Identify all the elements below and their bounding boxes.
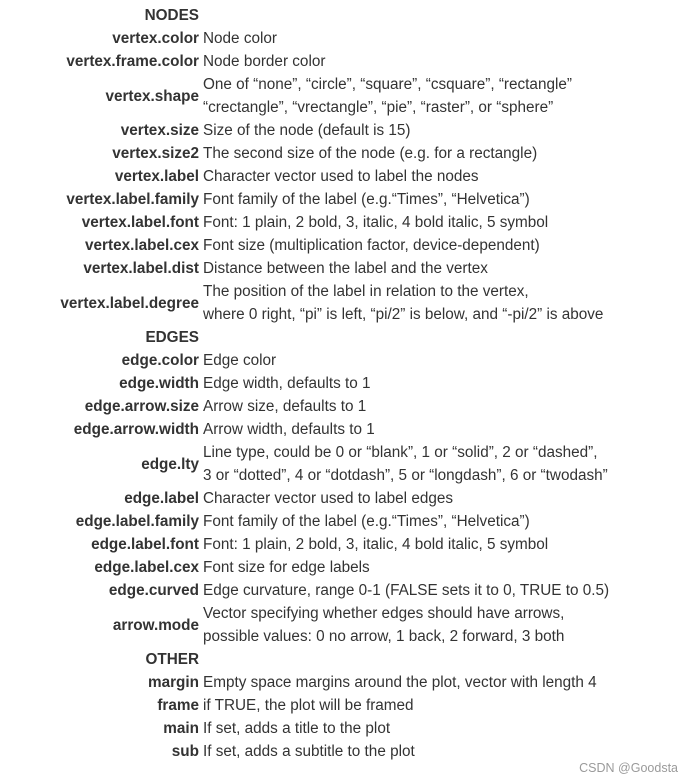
param-key: edge.arrow.width — [73, 421, 199, 438]
param-desc: Node color — [203, 30, 277, 47]
param-row — [0, 119, 609, 142]
param-desc: Edge curvature, range 0-1 (FALSE sets it to 0, TRUE to 0.5) — [203, 582, 610, 599]
param-desc: Font family of the label (e.g.“Times”, “Helvetica”) — [203, 513, 530, 530]
param-desc: If set, adds a subtitle to the plot — [203, 743, 415, 760]
param-row — [0, 740, 609, 763]
parameter-table-body — [0, 4, 609, 763]
param-row — [0, 418, 609, 441]
param-key: vertex.label.cex — [85, 237, 199, 254]
param-desc: Size of the node (default is 15) — [203, 122, 411, 139]
param-row — [0, 717, 609, 740]
param-row — [0, 395, 609, 418]
param-desc: if TRUE, the plot will be framed — [203, 697, 414, 714]
param-row — [0, 234, 609, 257]
param-desc: Arrow size, defaults to 1 — [203, 398, 367, 415]
param-row — [0, 188, 609, 211]
param-desc: Font: 1 plain, 2 bold, 3, italic, 4 bold italic, 5 symbol — [203, 536, 549, 553]
param-row — [0, 349, 609, 372]
param-row — [0, 579, 609, 602]
param-key: sub — [171, 743, 199, 760]
param-desc: Vector specifying whether edges should have arrows, possible values: 0 no arrow, 1 back, 2 forward, 3 both — [203, 605, 565, 645]
param-desc: Character vector used to label the nodes — [203, 168, 479, 185]
param-row — [0, 211, 609, 234]
param-key: vertex.label.font — [81, 214, 199, 231]
param-key: main — [163, 720, 199, 737]
param-key: edge.arrow.size — [84, 398, 199, 415]
param-desc: Distance between the label and the vertex — [203, 260, 488, 277]
param-row — [0, 441, 609, 487]
param-key: arrow.mode — [112, 616, 199, 634]
param-key: vertex.label.family — [66, 191, 199, 208]
section-header-edges — [0, 326, 609, 349]
param-row — [0, 73, 609, 119]
param-desc: Font: 1 plain, 2 bold, 3, italic, 4 bold italic, 5 symbol — [203, 214, 549, 231]
param-row — [0, 671, 609, 694]
section-title: NODES — [144, 7, 199, 24]
param-row — [0, 50, 609, 73]
param-key: vertex.label.degree — [60, 294, 199, 312]
param-row — [0, 27, 609, 50]
param-key: vertex.size2 — [112, 145, 199, 162]
param-row — [0, 510, 609, 533]
param-desc: Line type, could be 0 or “blank”, 1 or “solid”, 2 or “dashed”, 3 or “dotted”, 4 or “dotdash”, 5 or “longdash”, 6 or “twodash” — [203, 444, 608, 484]
param-key: vertex.frame.color — [66, 53, 199, 70]
param-key: vertex.size — [120, 122, 199, 139]
param-row — [0, 257, 609, 280]
param-key: edge.label.family — [75, 513, 199, 530]
param-key: edge.width — [119, 375, 199, 392]
param-desc: If set, adds a title to the plot — [203, 720, 391, 737]
param-key: edge.lty — [141, 455, 199, 473]
param-row — [0, 694, 609, 717]
param-desc: Empty space margins around the plot, vector with length 4 — [203, 674, 597, 691]
param-key: vertex.color — [112, 30, 199, 47]
param-key: edge.label.font — [91, 536, 199, 553]
section-header-nodes — [0, 4, 609, 27]
param-row — [0, 556, 609, 579]
param-desc: One of “none”, “circle”, “square”, “csquare”, “rectangle” “crectangle”, “vrectangle”, “pie”, “raster”, or “sphere” — [203, 76, 572, 116]
param-key: edge.color — [121, 352, 199, 369]
param-desc: Edge width, defaults to 1 — [203, 375, 371, 392]
param-desc: The second size of the node (e.g. for a rectangle) — [203, 145, 538, 162]
param-desc: Character vector used to label edges — [203, 490, 453, 507]
param-desc: Font size for edge labels — [203, 559, 370, 576]
param-key: edge.label.cex — [94, 559, 199, 576]
param-desc: Arrow width, defaults to 1 — [203, 421, 375, 438]
param-desc: Font family of the label (e.g.“Times”, “Helvetica”) — [203, 191, 530, 208]
param-row — [0, 602, 609, 648]
section-title: EDGES — [145, 329, 199, 346]
param-row — [0, 142, 609, 165]
param-key: frame — [157, 697, 199, 714]
param-key: vertex.label.dist — [83, 260, 199, 277]
watermark: CSDN @Goodsta — [579, 761, 678, 775]
param-row — [0, 487, 609, 510]
param-desc: Edge color — [203, 352, 277, 369]
section-title: OTHER — [145, 651, 199, 668]
param-row — [0, 533, 609, 556]
param-desc: Node border color — [203, 53, 326, 70]
param-key: edge.label — [124, 490, 199, 507]
section-header-other — [0, 648, 609, 671]
param-row — [0, 165, 609, 188]
param-key: margin — [148, 674, 199, 691]
param-key: edge.curved — [108, 582, 199, 599]
parameter-table — [0, 4, 609, 763]
param-desc: Font size (multiplication factor, device-dependent) — [203, 237, 540, 254]
param-row — [0, 280, 609, 326]
param-key: vertex.shape — [105, 87, 199, 105]
param-desc: The position of the label in relation to the vertex, where 0 right, “pi” is left, “pi/2” is below, and “-pi/2” is above — [203, 283, 604, 323]
param-key: vertex.label — [114, 168, 199, 185]
param-row — [0, 372, 609, 395]
